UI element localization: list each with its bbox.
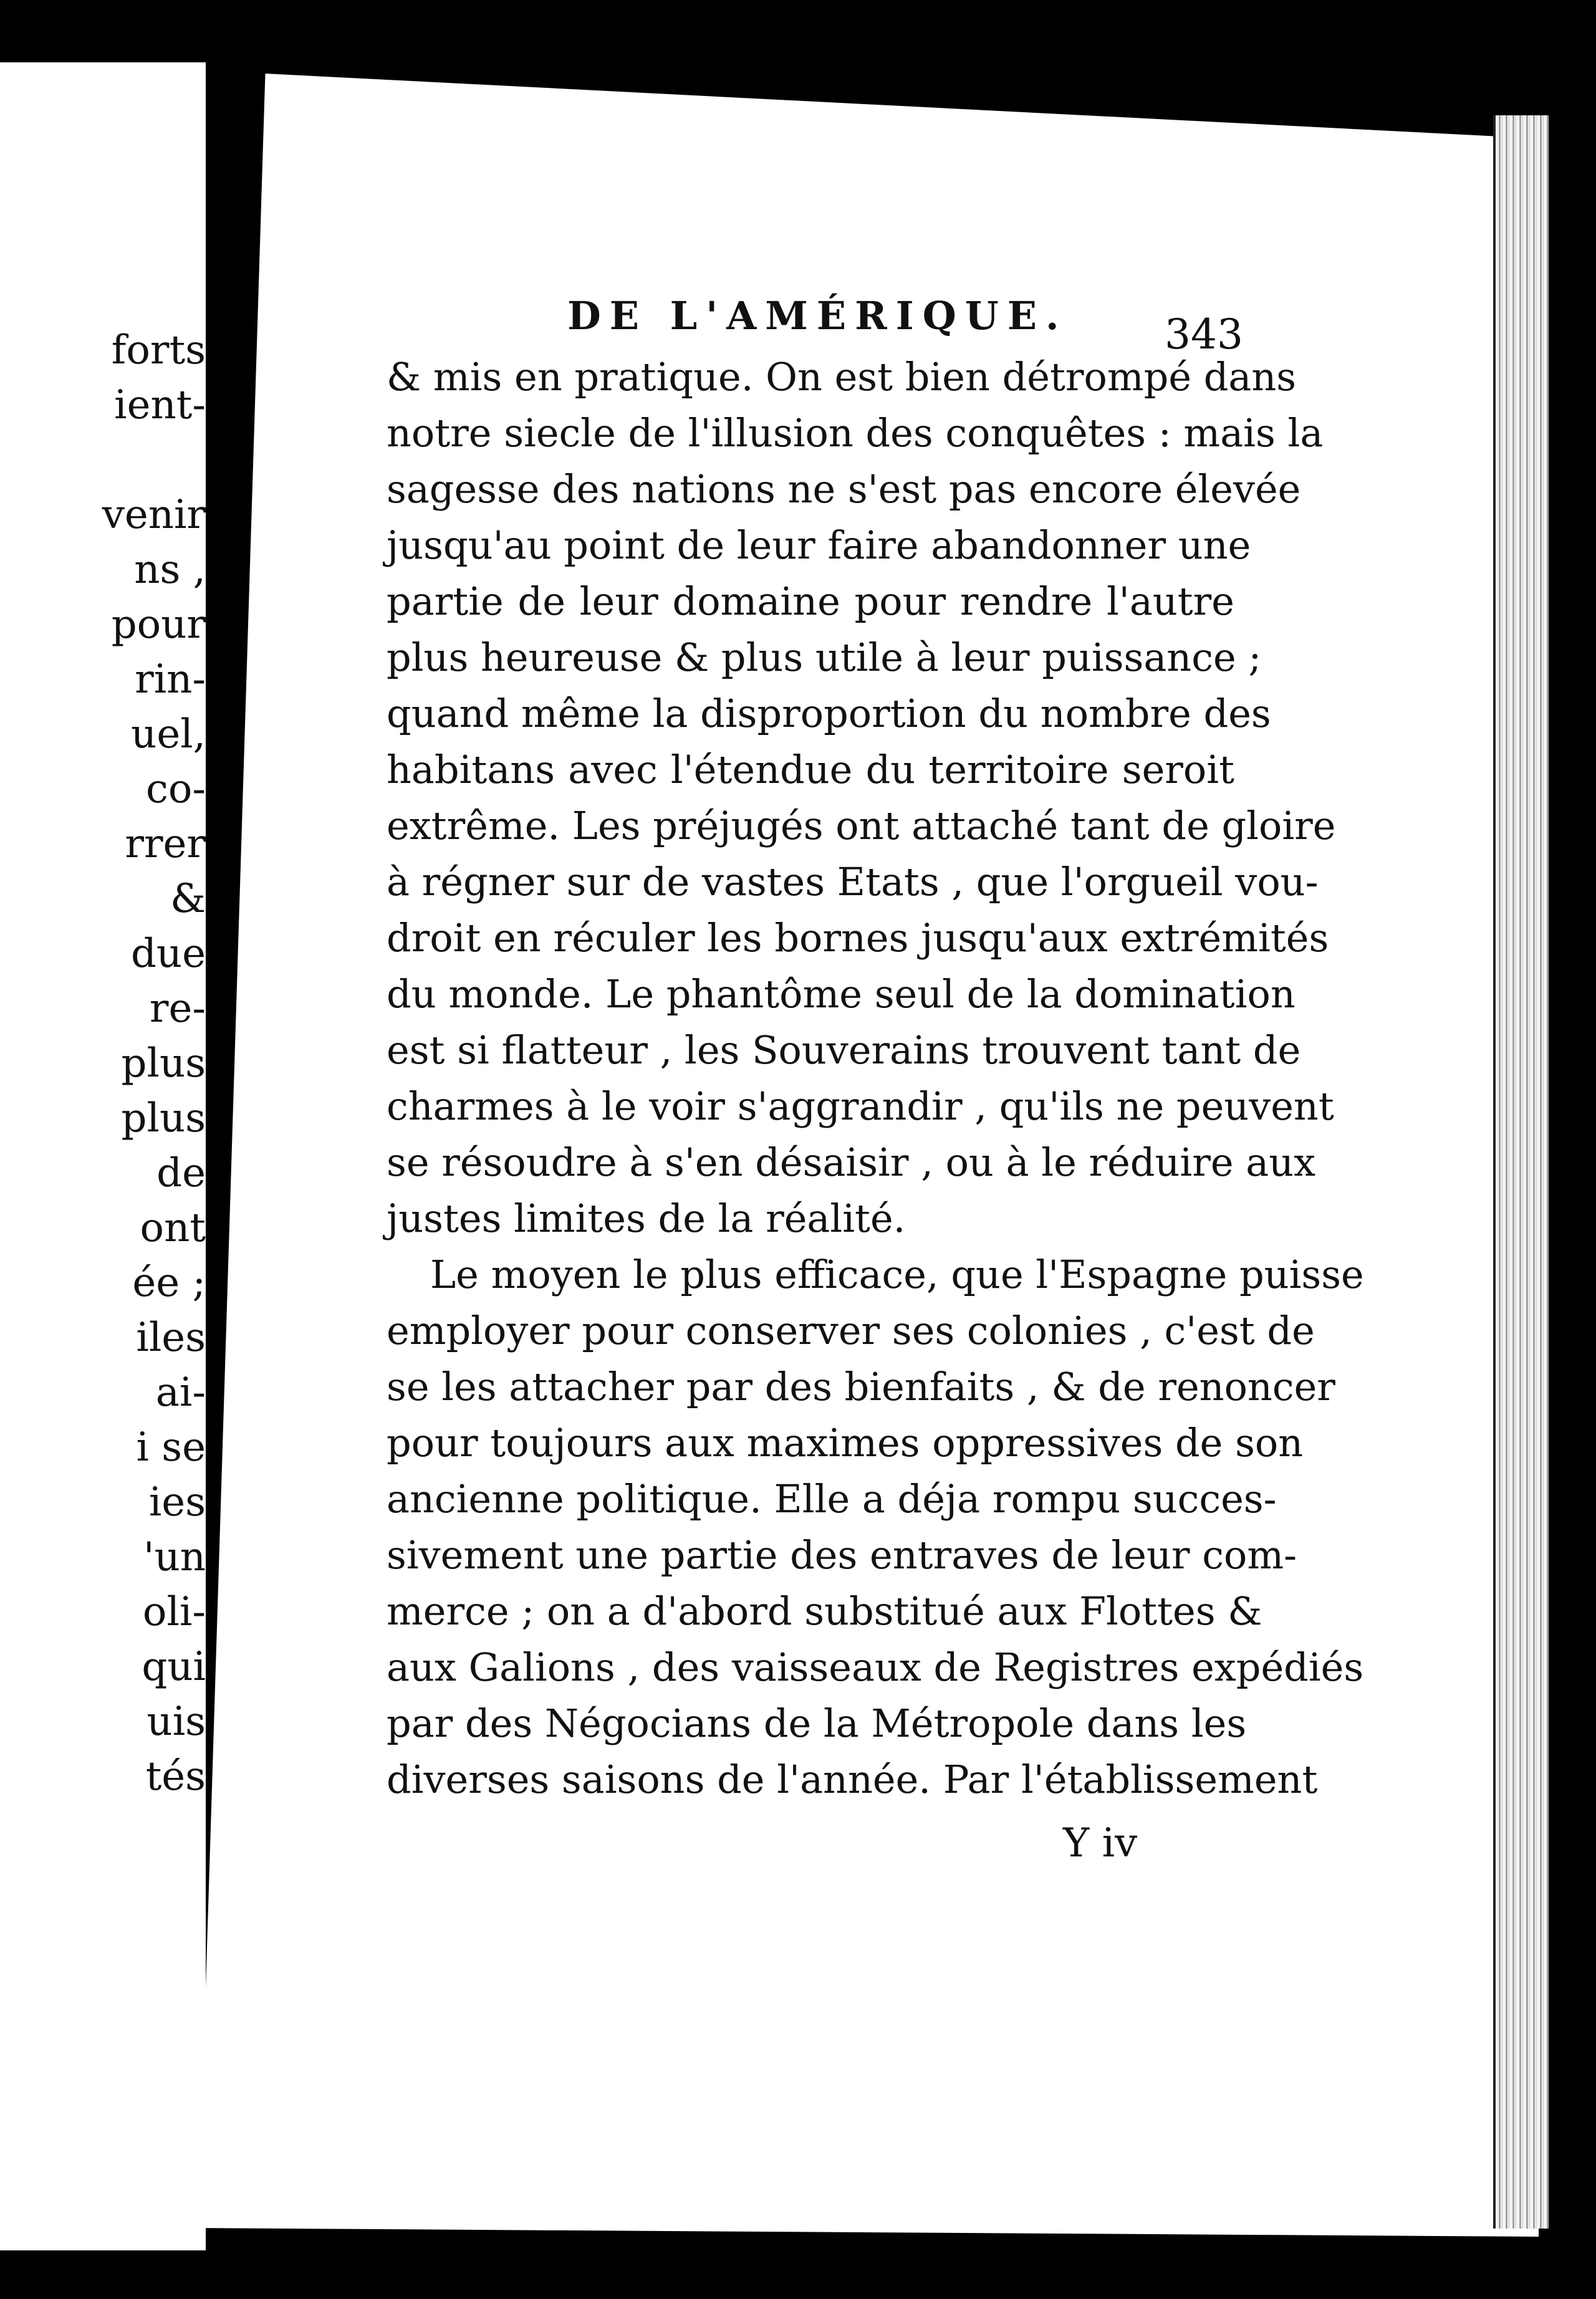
text-line: droit en réculer les bornes jusqu'aux extrémités <box>387 915 1329 961</box>
text-line: est si flatteur , les Souverains trouvent tant de <box>387 1027 1301 1073</box>
left-fragment-line: re- <box>149 986 206 1032</box>
text-line: notre siecle de l'illusion des conquêtes : mais la <box>387 410 1324 456</box>
text-line: merce ; on a d'abord substitué aux Flottes & <box>387 1588 1262 1634</box>
left-fragment-line: co- <box>146 766 206 812</box>
left-fragment-line: tés <box>145 1754 206 1800</box>
text-line: partie de leur domaine pour rendre l'autre <box>387 578 1234 624</box>
text-line: aux Galions , des vaisseaux de Registres expédiés <box>387 1644 1364 1690</box>
text-line: quand même la disproportion du nombre des <box>387 691 1271 736</box>
left-fragment-line: ies <box>148 1479 206 1525</box>
left-fragment-line: plus <box>121 1040 206 1087</box>
text-line: pour toujours aux maximes oppressives de son <box>387 1420 1304 1466</box>
signature-mark: Y iv <box>1063 1820 1138 1866</box>
running-header: DE L'AMÉRIQUE. <box>567 293 1068 338</box>
left-fragment-line: uel, <box>131 711 206 757</box>
text-line: jusqu'au point de leur faire abandonner une <box>387 522 1251 568</box>
page-number: 343 <box>1165 310 1243 358</box>
text-line: extrême. Les préjugés ont attaché tant de gloire <box>387 803 1336 848</box>
text-line: ancienne politique. Elle a déja rompu succes- <box>387 1476 1277 1522</box>
text-line: diverses saisons de l'année. Par l'établissement <box>387 1757 1318 1802</box>
page-edges-stack <box>1493 115 1549 2229</box>
left-fragment-line: forts <box>111 327 206 373</box>
text-line: plus heureuse & plus utile à leur puissance ; <box>387 635 1262 680</box>
left-fragment-line: rin- <box>135 656 206 703</box>
text-line: & mis en pratique. On est bien détrompé dans <box>387 354 1297 400</box>
left-fragment-line: uis <box>147 1699 206 1745</box>
left-fragment-line: & <box>170 876 206 922</box>
left-fragment-line: de <box>156 1150 206 1196</box>
text-line: sivement une partie des entraves de leur com- <box>387 1532 1297 1578</box>
left-fragment-line: oli- <box>142 1589 206 1635</box>
left-fragment-line: ai- <box>155 1370 206 1416</box>
left-fragment-line: iles <box>136 1315 206 1361</box>
text-line: charmes à le voir s'aggrandir , qu'ils ne peuvent <box>387 1083 1334 1129</box>
left-fragment-line: ient- <box>114 382 206 428</box>
text-line: par des Négocians de la Métropole dans les <box>387 1701 1247 1746</box>
left-fragment-line: 'un <box>143 1534 206 1580</box>
left-fragment-line: qui <box>142 1644 206 1690</box>
left-fragment-line: venir <box>102 492 206 538</box>
text-line: se résoudre à s'en désaisir , ou à le réduire aux <box>387 1140 1316 1185</box>
left-fragment-line: pour <box>111 602 206 648</box>
text-line: du monde. Le phantôme seul de la domination <box>387 971 1296 1017</box>
left-fragment-line: rrer <box>125 821 206 867</box>
left-fragment-line: i se <box>136 1424 206 1471</box>
left-fragment-line: ns , <box>134 547 206 593</box>
left-fragment-line: plus <box>121 1095 206 1141</box>
text-line: à régner sur de vastes Etats , que l'orgueil vou- <box>387 859 1319 905</box>
paragraph-start-line: Le moyen le plus efficace, que l'Espagne puisse <box>430 1252 1364 1297</box>
text-line: se les attacher par des bienfaits , & de renoncer <box>387 1364 1335 1409</box>
text-line: sagesse des nations ne s'est pas encore élevée <box>387 466 1301 512</box>
left-fragment-line: ont <box>140 1205 206 1251</box>
left-fragment-line: ée ; <box>132 1260 206 1306</box>
left-page-fragment <box>0 62 217 2250</box>
text-line: habitans avec l'étendue du territoire seroit <box>387 747 1234 792</box>
body-text <box>387 349 1364 1808</box>
paragraph-end-line: justes limites de la réalité. <box>387 1196 906 1241</box>
text-line: employer pour conserver ses colonies , c'est de <box>387 1308 1315 1353</box>
left-fragment-line: due <box>130 931 206 977</box>
